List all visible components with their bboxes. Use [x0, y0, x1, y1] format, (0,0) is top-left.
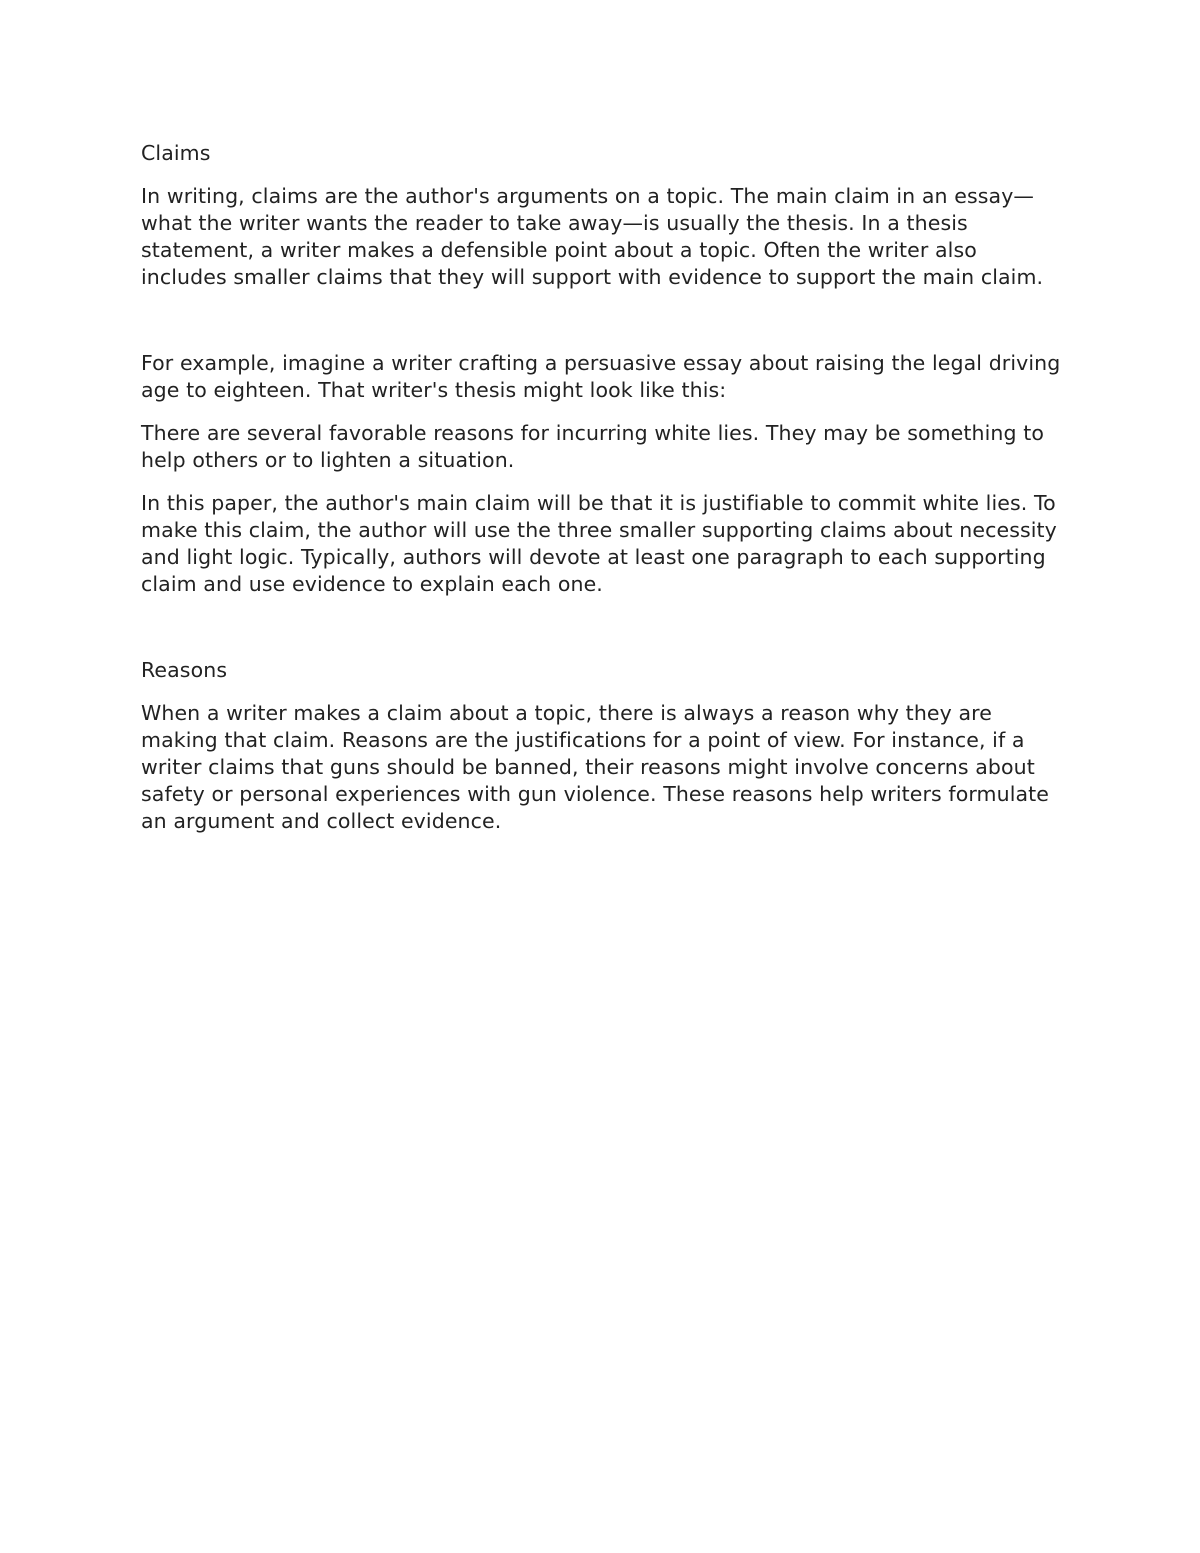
section-heading-claims: Claims	[141, 141, 211, 165]
paragraph-spacer	[141, 307, 1061, 350]
claims-paragraph-definition: In writing, claims are the author's arguments on a topic. The main claim in an essay—what the writer wants the reader to take away—is usually the thesis. In a thesis statement, a writer makes a defensible point about a topic. Often the writer also includes smaller claims that they will support with evidence to support the main claim.	[141, 184, 1044, 289]
document-body	[141, 140, 1061, 851]
section-heading-reasons: Reasons	[141, 658, 228, 682]
section-reasons	[141, 657, 1061, 835]
section-claims	[141, 140, 1061, 598]
section-spacer	[141, 614, 1061, 657]
claims-paragraph-example: For example, imagine a writer crafting a persuasive essay about raising the legal driving age to eighteen. That writer's thesis might look like this:	[141, 351, 1061, 402]
reasons-paragraph: When a writer makes a claim about a topic, there is always a reason why they are making that claim. Reasons are the justifications for a point of view. For instance, if a writer claims that guns should be banned, their reasons might involve concerns about safety or personal experiences with gun violence. These reasons help writers formulate an argument and collect evidence.	[141, 701, 1050, 833]
claims-paragraph-thesis: There are several favorable reasons for incurring white lies. They may be something to help others or to lighten a situation.	[141, 421, 1045, 472]
claims-paragraph-main-claim: In this paper, the author's main claim will be that it is justifiable to commit white lies. To make this claim, the author will use the three smaller supporting claims about necessity and light logic. Typically, authors will devote at least one paragraph to each supporting claim and use evidence to explain each one.	[141, 491, 1057, 596]
